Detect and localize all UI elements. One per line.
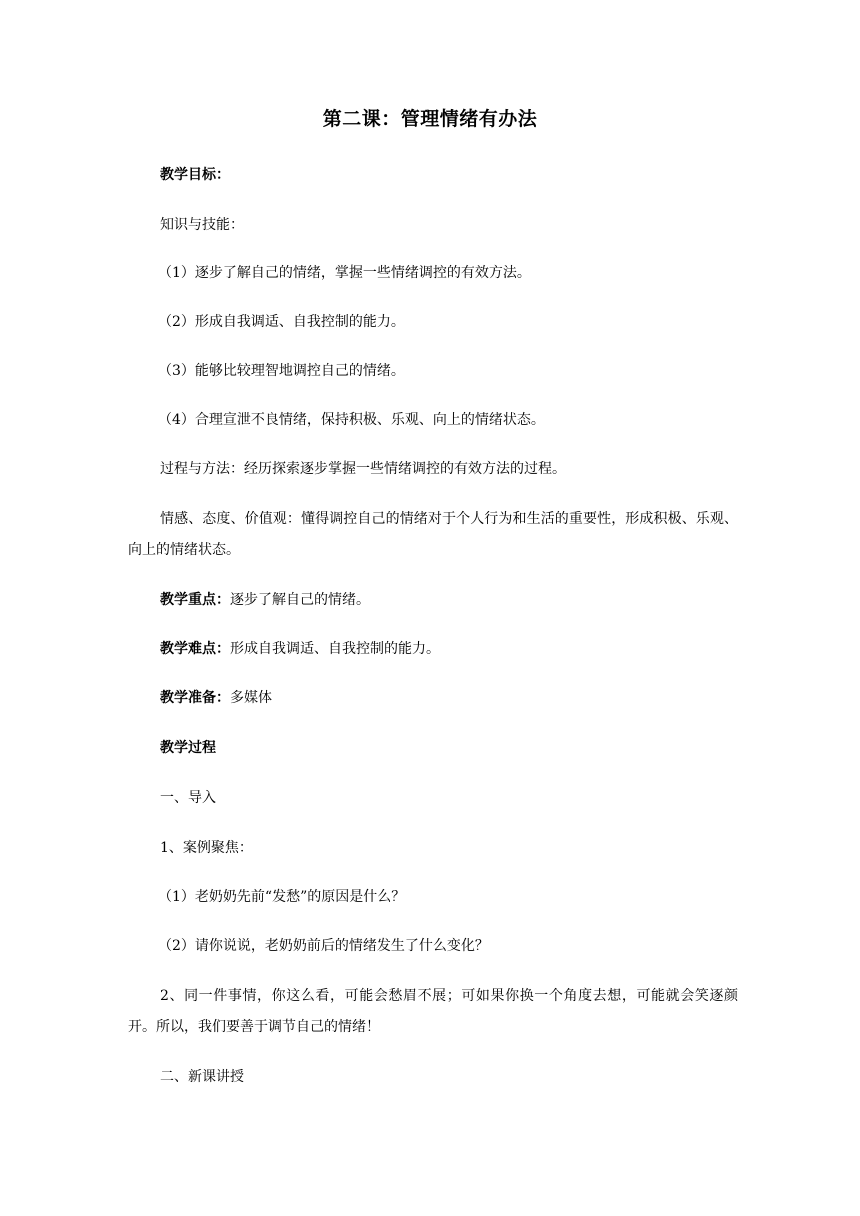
preparation-text: 多媒体 <box>230 690 272 706</box>
difficulty-text: 形成自我调适、自我控制的能力。 <box>230 641 440 657</box>
page-title: 第二课：管理情绪有办法 <box>322 108 538 130</box>
difficulty-line <box>128 634 738 665</box>
objective-item-4: （4）合理宣泄不良情绪，保持积极、乐观、向上的情绪状态。 <box>158 412 545 428</box>
key-point-text: 逐步了解自己的情绪。 <box>230 592 370 608</box>
key-point-line <box>128 585 738 616</box>
emotion-attitude-paragraph: 情感、态度、价值观：懂得调控自己的情绪对于个人行为和生活的重要性，形成积极、乐观、向上的情绪状态。 <box>128 511 738 558</box>
preparation-line <box>128 683 738 714</box>
knowledge-label: 知识与技能： <box>160 217 244 233</box>
key-point-label: 教学重点： <box>160 592 230 608</box>
preparation-label: 教学准备： <box>160 690 230 706</box>
point-2-paragraph: 2、同一件事情，你这么看，可能会愁眉不展；可如果你换一个角度去想，可能就会笑逐颜开。所以，我们要善于调节自己的情绪！ <box>128 988 738 1035</box>
objectives-heading: 教学目标： <box>160 167 230 183</box>
process-method-paragraph: 过程与方法：经历探索逐步掌握一些情绪调控的有效方法的过程。 <box>160 461 566 477</box>
section-new-lesson: 二、新课讲授 <box>160 1069 244 1085</box>
objective-item-2: （2）形成自我调适、自我控制的能力。 <box>158 314 405 330</box>
objective-item-1: （1）逐步了解自己的情绪，掌握一些情绪调控的有效方法。 <box>158 265 531 281</box>
question-1: （1）老奶奶先前“发愁”的原因是什么？ <box>158 889 406 905</box>
objective-item-3: （3）能够比较理智地调控自己的情绪。 <box>158 363 405 379</box>
process-heading: 教学过程 <box>160 740 216 756</box>
case-focus-label: 1、案例聚焦： <box>160 840 253 856</box>
section-intro: 一、导入 <box>160 790 216 806</box>
difficulty-label: 教学难点： <box>160 641 230 657</box>
question-2: （2）请你说说，老奶奶前后的情绪发生了什么变化？ <box>158 938 489 954</box>
